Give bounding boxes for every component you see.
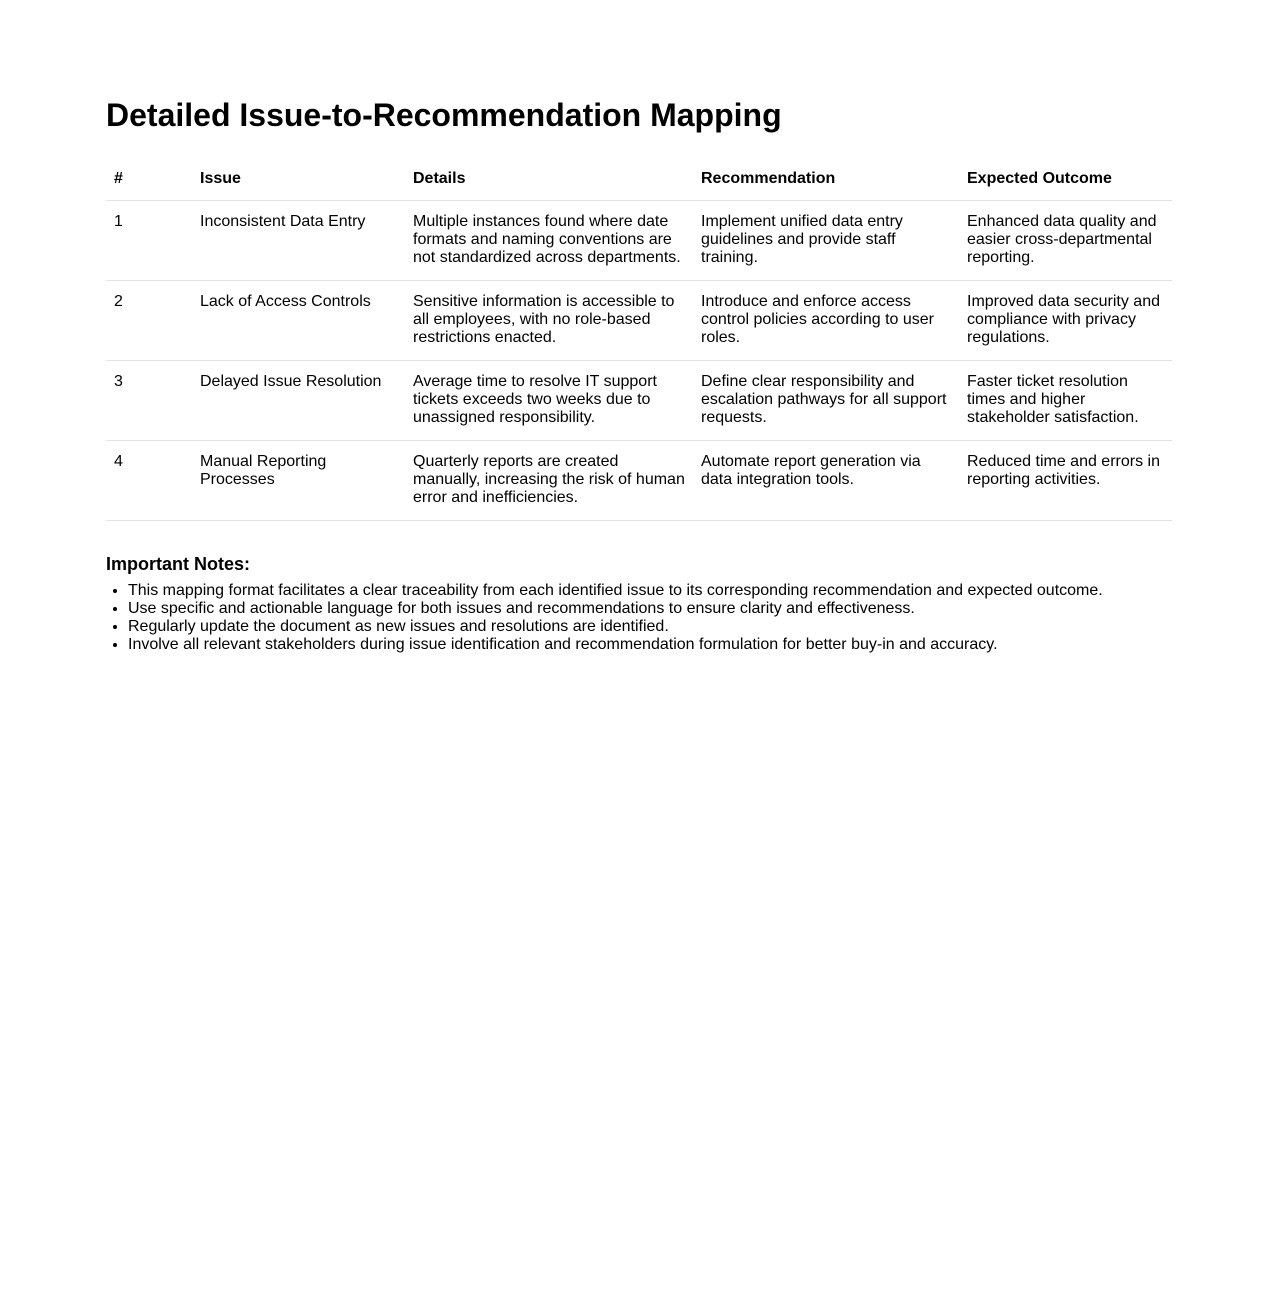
cell-expected-outcome: Reduced time and errors in reporting activities. — [959, 441, 1172, 521]
cell-expected-outcome: Improved data security and compliance with privacy regulations. — [959, 281, 1172, 361]
cell-expected-outcome: Faster ticket resolution times and higher stakeholder satisfaction. — [959, 361, 1172, 441]
header-expected-outcome: Expected Outcome — [959, 161, 1172, 201]
notes-list — [106, 582, 1172, 654]
header-recommendation: Recommendation — [693, 161, 959, 201]
table-row — [106, 441, 1172, 521]
header-issue: Issue — [192, 161, 405, 201]
cell-issue: Inconsistent Data Entry — [192, 201, 405, 281]
cell-details: Sensitive information is accessible to all employees, with no role-based restrictions enacted. — [405, 281, 693, 361]
header-details: Details — [405, 161, 693, 201]
cell-details: Average time to resolve IT support tickets exceeds two weeks due to unassigned responsibility. — [405, 361, 693, 441]
cell-issue: Manual Reporting Processes — [192, 441, 405, 521]
table-row — [106, 281, 1172, 361]
table-row — [106, 201, 1172, 281]
mapping-table — [106, 161, 1172, 521]
cell-issue: Lack of Access Controls — [192, 281, 405, 361]
table-header-row — [106, 161, 1172, 201]
document — [106, 0, 1172, 654]
cell-recommendation: Introduce and enforce access control policies according to user roles. — [693, 281, 959, 361]
cell-details: Quarterly reports are created manually, increasing the risk of human error and inefficiencies. — [405, 441, 693, 521]
cell-details: Multiple instances found where date formats and naming conventions are not standardized across departments. — [405, 201, 693, 281]
cell-expected-outcome: Enhanced data quality and easier cross-departmental reporting. — [959, 201, 1172, 281]
list-item: • Regularly update the document as new issues and resolutions are identified. — [128, 618, 1172, 636]
cell-number: 4 — [106, 441, 192, 521]
cell-number: 3 — [106, 361, 192, 441]
list-item: • Involve all relevant stakeholders during issue identification and recommendation formulation for better buy-in and accuracy. — [128, 636, 1172, 654]
table-row — [106, 361, 1172, 441]
page-title: Detailed Issue-to-Recommendation Mapping — [106, 97, 782, 133]
cell-recommendation: Automate report generation via data integration tools. — [693, 441, 959, 521]
list-item: • Use specific and actionable language for both issues and recommendations to ensure clarity and effectiveness. — [128, 600, 1172, 618]
cell-recommendation: Implement unified data entry guidelines and provide staff training. — [693, 201, 959, 281]
cell-number: 1 — [106, 201, 192, 281]
cell-issue: Delayed Issue Resolution — [192, 361, 405, 441]
list-item: • This mapping format facilitates a clear traceability from each identified issue to its corresponding recommendation and expected outcome. — [128, 582, 1172, 600]
cell-recommendation: Define clear responsibility and escalation pathways for all support requests. — [693, 361, 959, 441]
notes-heading: Important Notes: — [106, 554, 250, 574]
header-number: # — [106, 161, 192, 201]
cell-number: 2 — [106, 281, 192, 361]
